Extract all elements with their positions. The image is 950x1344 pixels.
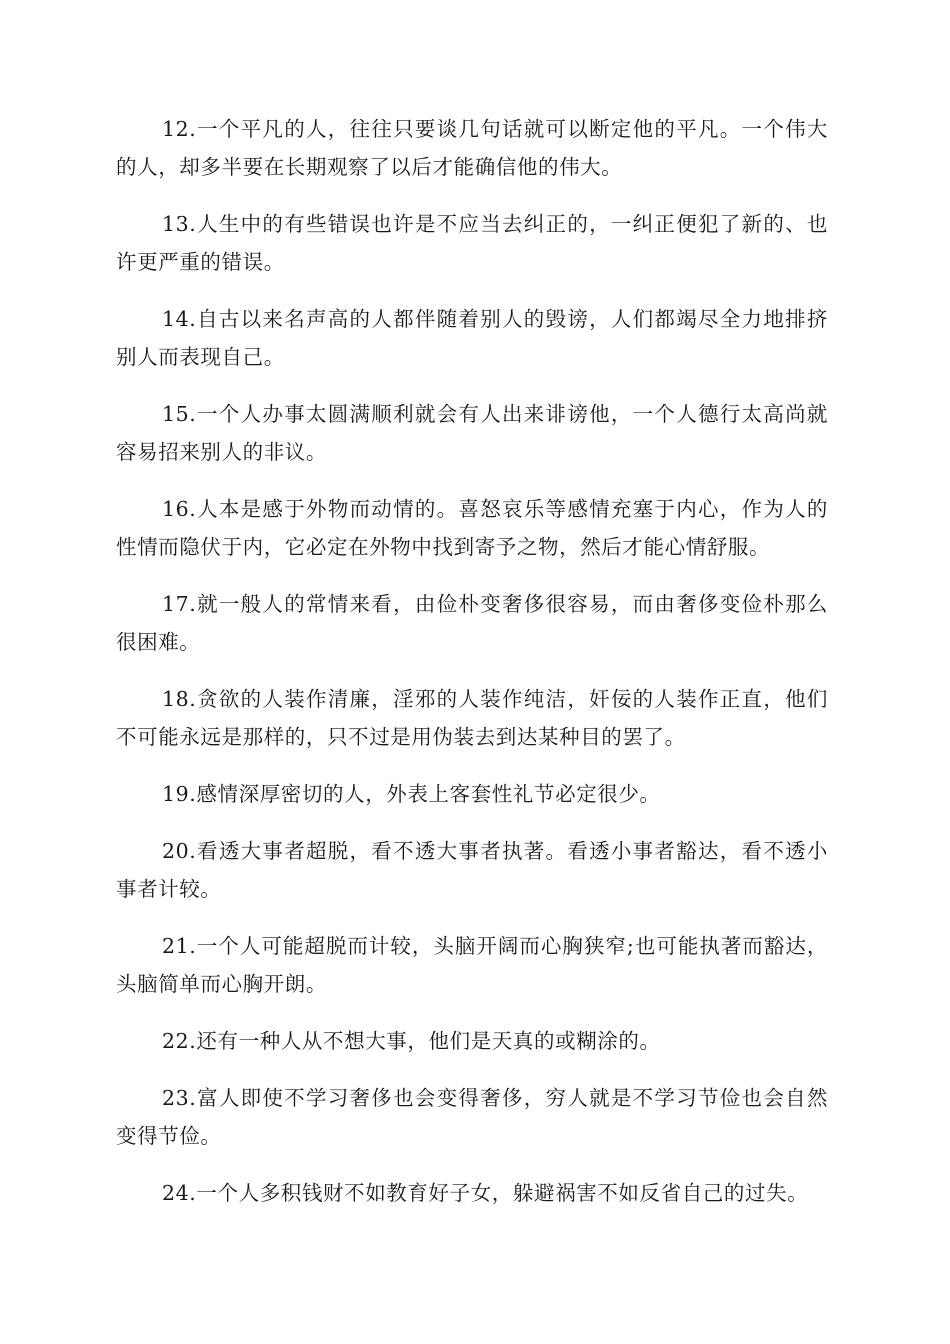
paragraph-24: 24.一个人多积钱财不如教育好子女，躲避祸害不如反省自己的过失。 <box>162 1181 809 1205</box>
paragraph-21: 21.一个人可能超脱而计较，头脑开阔而心胸狭窄;也可能执著而豁达，头脑简单而心胸开朗。 <box>116 934 828 996</box>
paragraph-23: 23.富人即使不学习奢侈也会变得奢侈，穷人就是不学习节俭也会自然变得节俭。 <box>116 1086 828 1148</box>
paragraph-13: 13.人生中的有些错误也许是不应当去纠正的，一纠正便犯了新的、也许更严重的错误。 <box>116 212 828 274</box>
paragraph-17: 17.就一般人的常情来看，由俭朴变奢侈很容易，而由奢侈变俭朴那么很困难。 <box>116 592 828 654</box>
paragraph-22: 22.还有一种人从不想大事，他们是天真的或糊涂的。 <box>162 1029 661 1053</box>
document-body <box>116 110 828 1231</box>
paragraph-19: 19.感情深厚密切的人，外表上客套性礼节必定很少。 <box>162 782 661 806</box>
paragraph-15: 15.一个人办事太圆满顺利就会有人出来诽谤他，一个人德行太高尚就容易招来别人的非议。 <box>116 402 828 464</box>
paragraph-16: 16.人本是感于外物而动情的。喜怒哀乐等感情充塞于内心，作为人的性情而隐伏于内，它必定在外物中找到寄予之物，然后才能心情舒服。 <box>116 497 828 559</box>
paragraph-12: 12.一个平凡的人，往往只要谈几句话就可以断定他的平凡。一个伟大的人，却多半要在长期观察了以后才能确信他的伟大。 <box>116 117 828 179</box>
paragraph-14: 14.自古以来名声高的人都伴随着别人的毁谤，人们都竭尽全力地排挤别人而表现自己。 <box>116 307 828 369</box>
paragraph-20: 20.看透大事者超脱，看不透大事者执著。看透小事者豁达，看不透小事者计较。 <box>116 839 828 901</box>
paragraph-18: 18.贪欲的人装作清廉，淫邪的人装作纯洁，奸佞的人装作正直，他们不可能永远是那样的，只不过是用伪装去到达某种目的罢了。 <box>116 687 828 749</box>
